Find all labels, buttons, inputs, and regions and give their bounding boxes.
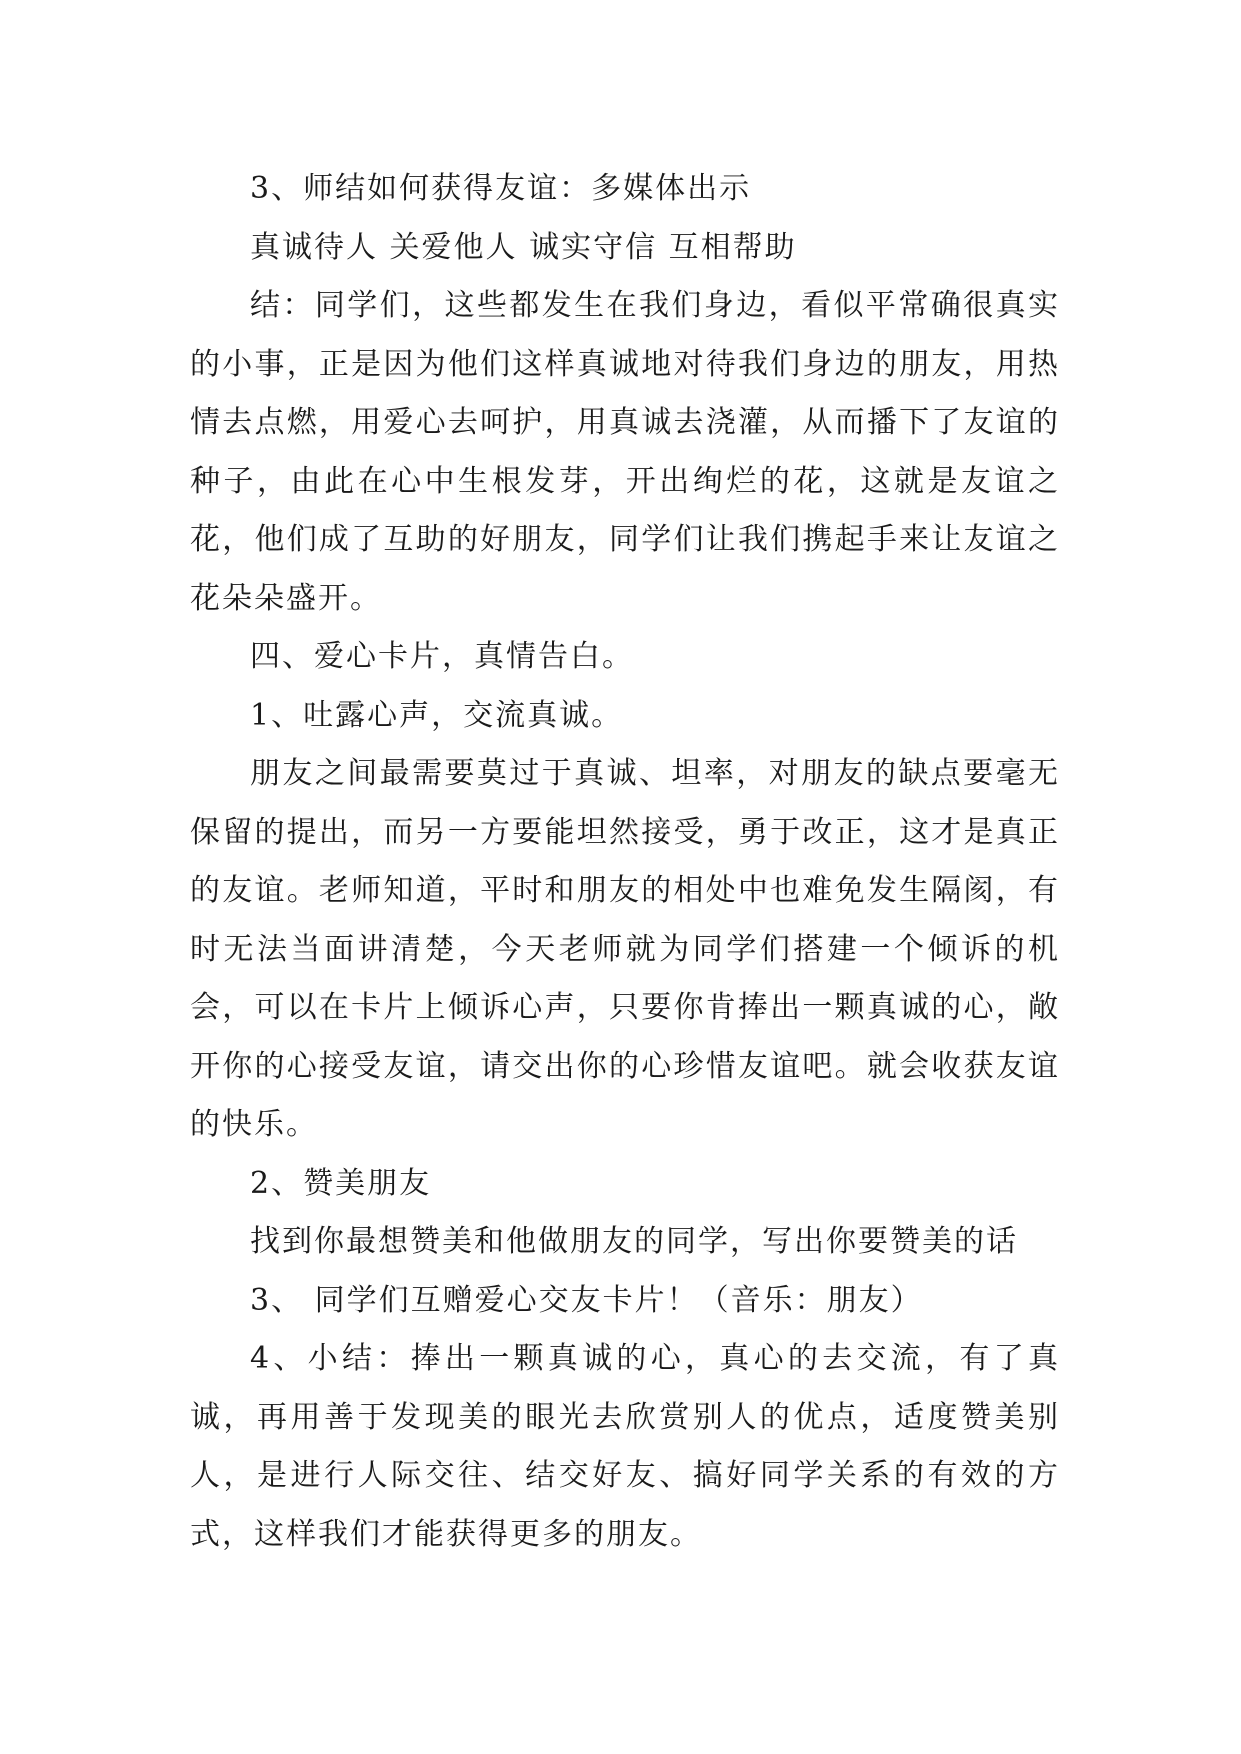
subheading-express-feelings: 1、吐露心声，交流真诚。 xyxy=(250,697,624,733)
document-body xyxy=(190,160,1060,1564)
paragraph-final-summary: 4、小结：捧出一颗真诚的心，真心的去交流，有了真诚，再用善于发现美的眼光去欣赏别人的优点，适度赞美别人，是进行人际交往、结交好友、搞好同学关系的有效的方式，这样我们才能获得更多的朋友。 xyxy=(190,1341,1060,1552)
paragraph-summary-heading: 3、师结如何获得友谊：多媒体出示 xyxy=(250,171,752,206)
paragraph-sincerity: 朋友之间最需要莫过于真诚、坦率，对朋友的缺点要毫无保留的提出，而另一方要能坦然接受，勇于改正，这才是真正的友谊。老师知道，平时和朋友的相处中也难免发生隔阂，有时无法当面讲清楚，今天老师就为同学们搭建一个倾诉的机会，可以在卡片上倾诉心声，只要你肯捧出一颗真诚的心，敞开你的心接受友谊，请交出你的心珍惜友谊吧。就会收获友谊的快乐。 xyxy=(190,756,1060,1142)
paragraph-virtues-list: 真诚待人 关爱他人 诚实守信 互相帮助 xyxy=(250,229,797,265)
paragraph-praise-instruction: 找到你最想赞美和他做朋友的同学，写出你要赞美的话 xyxy=(250,1224,1018,1259)
paragraph-conclusion: 结：同学们，这些都发生在我们身边，看似平常确很真实的小事，正是因为他们这样真诚地对待我们身边的朋友，用热情去点燃，用爱心去呵护，用真诚去浇灌，从而播下了友谊的种子，由此在心中生根发芽，开出绚烂的花，这就是友谊之花，他们成了互助的好朋友，同学们让我们携起手来让友谊之花朵朵盛开。 xyxy=(190,288,1060,616)
subheading-praise-friends: 2、赞美朋友 xyxy=(250,1165,432,1201)
section-heading-love-cards: 四、爱心卡片，真情告白。 xyxy=(250,639,634,674)
paragraph-exchange-cards: 3、 同学们互赠爱心交友卡片！（音乐：朋友） xyxy=(250,1282,923,1318)
